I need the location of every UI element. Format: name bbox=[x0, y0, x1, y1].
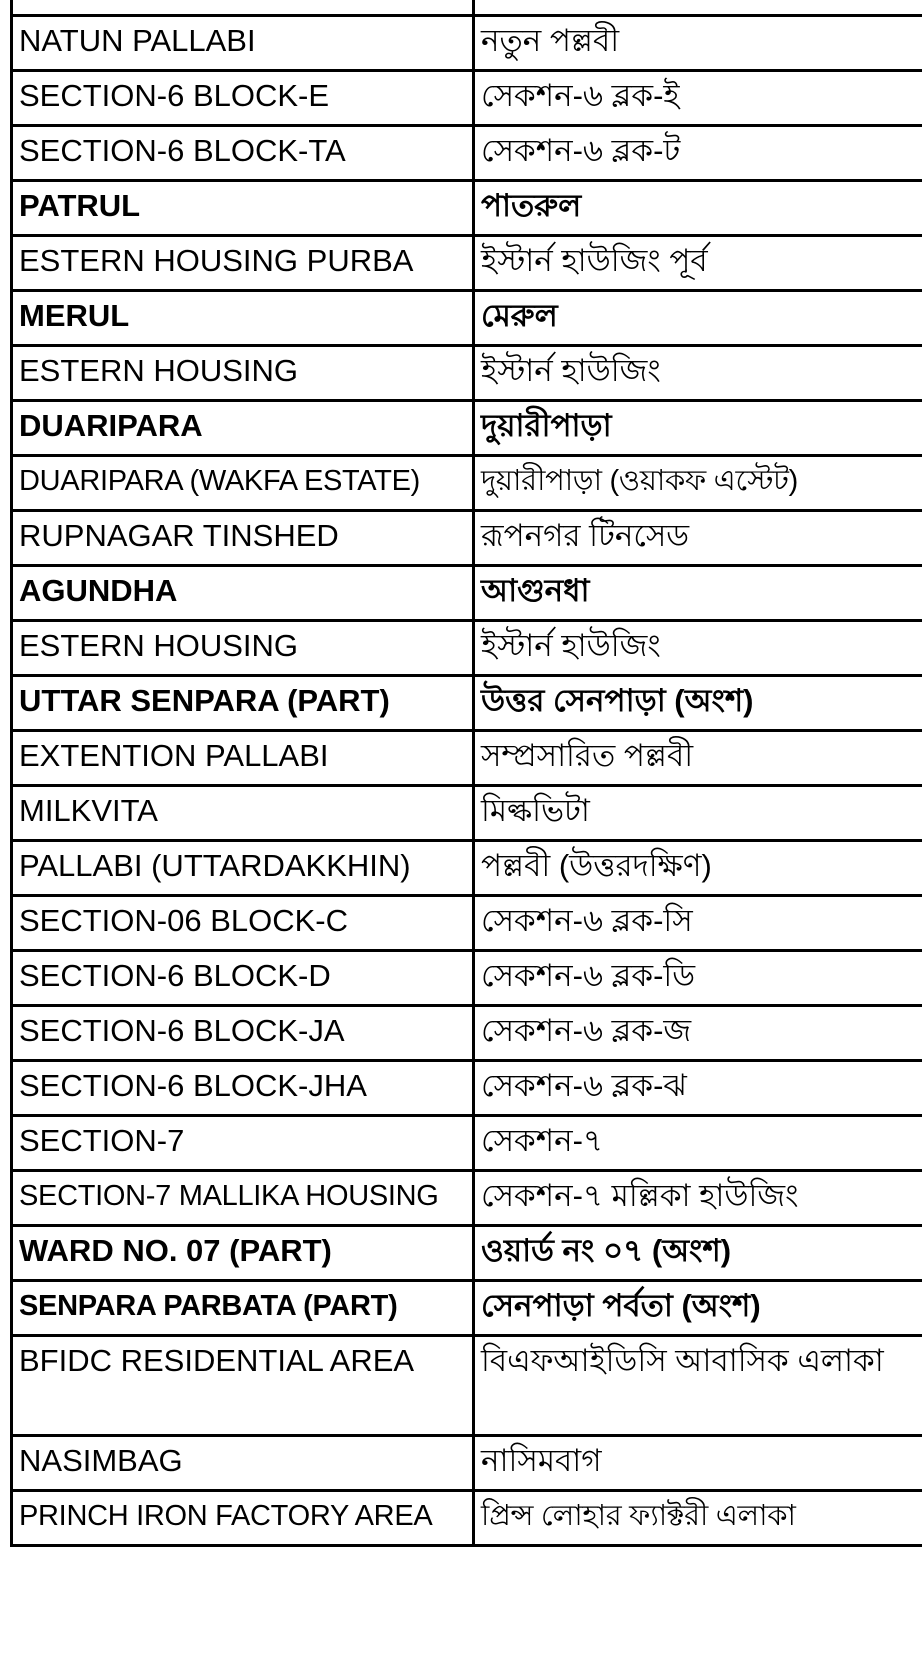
table-cell-en: UTTAR SENPARA (PART) bbox=[12, 676, 474, 731]
table-row bbox=[12, 236, 922, 291]
table-cell-bn: পল্লবী (উত্তরদক্ষিণ) bbox=[474, 841, 922, 896]
table-row bbox=[12, 291, 922, 346]
table-cell-en: RUPNAGAR TINSHED bbox=[12, 511, 474, 566]
table-row bbox=[12, 181, 922, 236]
table-cell-en: SECTION-7 bbox=[12, 1116, 474, 1171]
table-row bbox=[12, 1226, 922, 1281]
table-cell-bn: সেকশন-৭ bbox=[474, 1116, 922, 1171]
table-cell-bn: উত্তর সেনপাড়া (অংশ) bbox=[474, 676, 922, 731]
table-row bbox=[12, 1281, 922, 1336]
table-cell-bn: মিল্কভিটা bbox=[474, 786, 922, 841]
table-row bbox=[12, 401, 922, 456]
table-cell-bn: সেকশন-৬ ব্লক-ডি bbox=[474, 951, 922, 1006]
table-cell-bn: ইস্টার্ন হাউজিং bbox=[474, 621, 922, 676]
table-cell-en: SECTION-7 MALLIKA HOUSING bbox=[12, 1171, 474, 1226]
table-row bbox=[12, 456, 922, 511]
table-cell-bn: সেকশন-৭ মল্লিকা হাউজিং bbox=[474, 1171, 922, 1226]
table-cell-en: SECTION-6 BLOCK-JHA bbox=[12, 1061, 474, 1116]
table-row bbox=[12, 896, 922, 951]
table-row bbox=[12, 621, 922, 676]
table-cell-en: SECTION-06 BLOCK-C bbox=[12, 896, 474, 951]
table-row bbox=[12, 1006, 922, 1061]
table-cell-bn: সম্প্রসারিত পল্লবী bbox=[474, 731, 922, 786]
table-row bbox=[12, 126, 922, 181]
table-row-top-cut bbox=[12, 0, 922, 16]
table-row bbox=[12, 1171, 922, 1226]
table-row bbox=[12, 71, 922, 126]
table-cell-en: BFIDC RESIDENTIAL AREA bbox=[12, 1336, 474, 1436]
table-cell-en bbox=[12, 0, 474, 16]
table-cell-bn: সেকশন-৬ ব্লক-ট bbox=[474, 126, 922, 181]
table-cell-en: SECTION-6 BLOCK-JA bbox=[12, 1006, 474, 1061]
table-cell-bn: মেরুল bbox=[474, 291, 922, 346]
table-cell-en: PRINCH IRON FACTORY AREA bbox=[12, 1491, 474, 1546]
table-cell-en: ESTERN HOUSING bbox=[12, 346, 474, 401]
table-row bbox=[12, 1436, 922, 1491]
table-cell-bn: নাসিমবাগ bbox=[474, 1436, 922, 1491]
table-cell-bn bbox=[474, 0, 922, 16]
table-cell-bn: সেকশন-৬ ব্লক-ঝ bbox=[474, 1061, 922, 1116]
table-row bbox=[12, 951, 922, 1006]
table-cell-en: WARD NO. 07 (PART) bbox=[12, 1226, 474, 1281]
table-cell-en: PATRUL bbox=[12, 181, 474, 236]
table-cell-en: PALLABI (UTTARDAKKHIN) bbox=[12, 841, 474, 896]
table-cell-en: ESTERN HOUSING bbox=[12, 621, 474, 676]
table-cell-bn: আগুনধা bbox=[474, 566, 922, 621]
table-row bbox=[12, 786, 922, 841]
table-cell-bn: সেকশন-৬ ব্লক-জ bbox=[474, 1006, 922, 1061]
table-cell-en: AGUNDHA bbox=[12, 566, 474, 621]
table-row bbox=[12, 1116, 922, 1171]
table-cell-bn: নতুন পল্লবী bbox=[474, 16, 922, 71]
table-cell-bn: ওয়ার্ড নং ০৭ (অংশ) bbox=[474, 1226, 922, 1281]
table-row bbox=[12, 1061, 922, 1116]
table-cell-bn: সেনপাড়া পর্বতা (অংশ) bbox=[474, 1281, 922, 1336]
table-cell-en: EXTENTION PALLABI bbox=[12, 731, 474, 786]
table-row bbox=[12, 841, 922, 896]
table-cell-en: NASIMBAG bbox=[12, 1436, 474, 1491]
table-cell-en: SECTION-6 BLOCK-E bbox=[12, 71, 474, 126]
table-cell-bn: ইস্টার্ন হাউজিং bbox=[474, 346, 922, 401]
table-cell-en: SENPARA PARBATA (PART) bbox=[12, 1281, 474, 1336]
table-cell-bn: দুয়ারীপাড়া (ওয়াকফ এস্টেট) bbox=[474, 456, 922, 511]
table-cell-bn: রূপনগর টিনসেড bbox=[474, 511, 922, 566]
table-cell-en: SECTION-6 BLOCK-D bbox=[12, 951, 474, 1006]
table-cell-en: DUARIPARA bbox=[12, 401, 474, 456]
table-row bbox=[12, 1336, 922, 1436]
table-cell-bn: প্রিন্স লোহার ফ্যাক্টরী এলাকা bbox=[474, 1491, 922, 1546]
table-cell-bn: পাতরুল bbox=[474, 181, 922, 236]
table-row bbox=[12, 16, 922, 71]
table-cell-bn: ইস্টার্ন হাউজিং পূর্ব bbox=[474, 236, 922, 291]
table-row bbox=[12, 566, 922, 621]
table-cell-en: NATUN PALLABI bbox=[12, 16, 474, 71]
table-row bbox=[12, 1491, 922, 1546]
table-cell-en: ESTERN HOUSING PURBA bbox=[12, 236, 474, 291]
table-row bbox=[12, 676, 922, 731]
area-name-table bbox=[10, 0, 922, 1547]
table-cell-bn: সেকশন-৬ ব্লক-ই bbox=[474, 71, 922, 126]
table-cell-bn: বিএফআইডিসি আবাসিক এলাকা bbox=[474, 1336, 922, 1436]
table-row bbox=[12, 346, 922, 401]
table-cell-en: MILKVITA bbox=[12, 786, 474, 841]
table-row bbox=[12, 731, 922, 786]
table-cell-bn: দুয়ারীপাড়া bbox=[474, 401, 922, 456]
table-cell-en: MERUL bbox=[12, 291, 474, 346]
table-row bbox=[12, 511, 922, 566]
table-cell-en: DUARIPARA (WAKFA ESTATE) bbox=[12, 456, 474, 511]
table-cell-bn: সেকশন-৬ ব্লক-সি bbox=[474, 896, 922, 951]
table-cell-en: SECTION-6 BLOCK-TA bbox=[12, 126, 474, 181]
